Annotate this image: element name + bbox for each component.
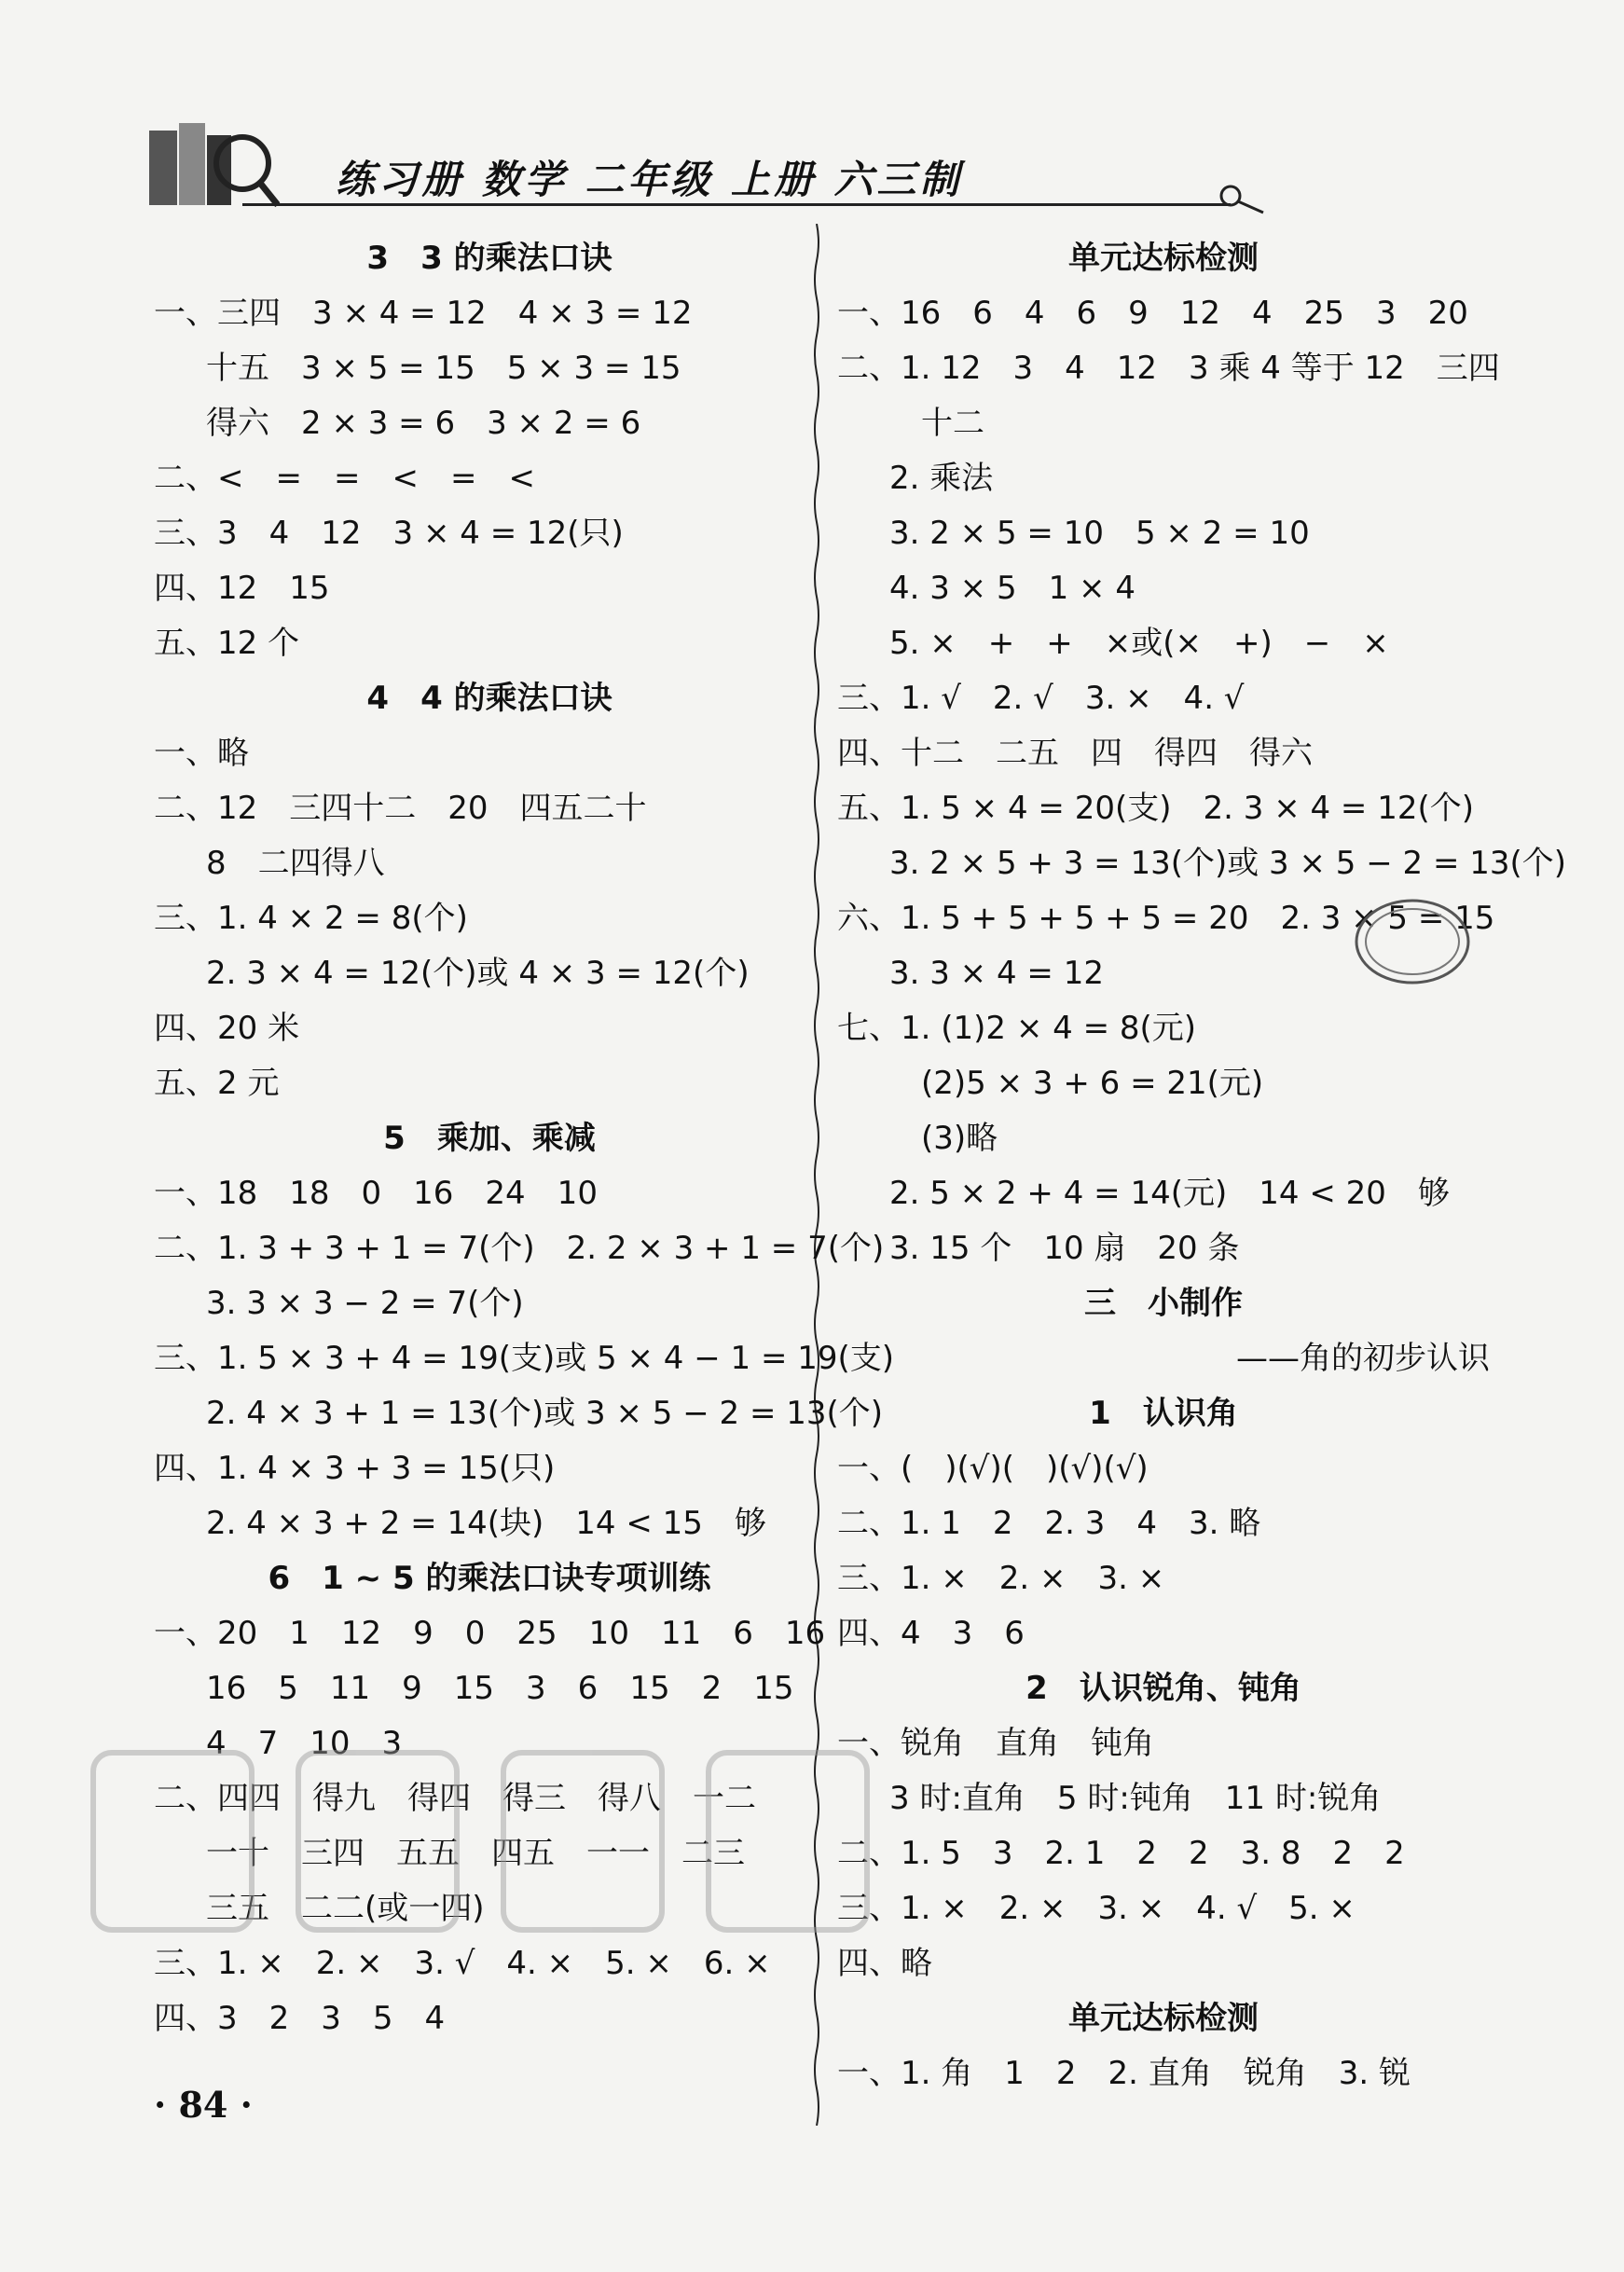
answer-line: 一十 三四 五五 四五 一一 二三 xyxy=(206,1835,745,1872)
answer-line: 2. 5 × 2 + 4 = 14(元) 14 < 20 够 xyxy=(889,1175,1450,1212)
answer-line: 一、( )(√)( )(√)(√) xyxy=(837,1450,1149,1487)
answer-line: 一、略 xyxy=(154,735,249,772)
answer-line: 五、12 个 xyxy=(154,625,300,662)
answer-line: 四、12 15 xyxy=(154,570,330,607)
answer-line: 二、1. 12 3 4 12 3 乘 4 等于 12 三四 xyxy=(837,350,1500,387)
answer-line: 一、三四 3 × 4 = 12 4 × 3 = 12 xyxy=(154,295,693,332)
answer-line: 4. 3 × 5 1 × 4 xyxy=(889,570,1135,607)
section-heading: 6 1 ~ 5 的乘法口诀专项训练 xyxy=(268,1560,711,1597)
answer-line: 六、1. 5 + 5 + 5 + 5 = 20 2. 3 × 5 = 15 xyxy=(837,900,1495,937)
answer-line: 四、4 3 6 xyxy=(837,1615,1025,1652)
answer-line: 2. 乘法 xyxy=(889,460,994,497)
answer-line: 四、十二 二五 四 得四 得六 xyxy=(837,735,1313,772)
section-heading: 2 认识锐角、钝角 xyxy=(1025,1670,1301,1707)
answer-line: 3 时:直角 5 时:钝角 11 时:锐角 xyxy=(889,1780,1382,1817)
answer-line: 五、2 元 xyxy=(154,1065,280,1102)
answer-line: 四、略 xyxy=(837,1945,932,1982)
answer-line: 二、1. 1 2 2. 3 4 3. 略 xyxy=(837,1505,1261,1542)
answer-line: 2. 3 × 4 = 12(个)或 4 × 3 = 12(个) xyxy=(206,955,750,992)
answer-line: 三、1. 5 × 3 + 4 = 19(支)或 5 × 4 − 1 = 19(支) xyxy=(154,1340,895,1377)
answer-line: 二、四四 得九 得四 得三 得八 一二 xyxy=(154,1780,756,1817)
answer-line: 一、18 18 0 16 24 10 xyxy=(154,1175,598,1212)
answer-line: 一、锐角 直角 钝角 xyxy=(837,1725,1154,1762)
answer-line: 二、1. 5 3 2. 1 2 2 3. 8 2 2 xyxy=(837,1835,1405,1872)
answer-line: 二、< = = < = < xyxy=(154,460,535,497)
section-heading: 三 小制作 xyxy=(1084,1285,1243,1322)
answer-line: 一、16 6 4 6 9 12 4 25 3 20 xyxy=(837,295,1468,332)
header-title: 练习册 数学 二年级 上册 六三制 xyxy=(336,157,963,202)
page-number: · 84 · xyxy=(154,2084,253,2126)
answer-line: (3)略 xyxy=(921,1120,998,1157)
section-heading: 单元达标检测 xyxy=(1068,2000,1259,2037)
section-heading: 单元达标检测 xyxy=(1068,240,1259,277)
header-rule xyxy=(242,203,1231,206)
page-header xyxy=(0,0,1624,224)
section-heading: 4 4 的乘法口诀 xyxy=(366,680,612,717)
answer-line: 十二 xyxy=(921,405,984,442)
answer-line: 七、1. (1)2 × 4 = 8(元) xyxy=(837,1010,1197,1047)
answer-line: 三、3 4 12 3 × 4 = 12(只) xyxy=(154,515,624,552)
right-column xyxy=(837,231,1567,2101)
answer-line: 一、20 1 12 9 0 25 10 11 6 16 xyxy=(154,1615,826,1652)
answer-line: 4 7 10 3 xyxy=(206,1725,403,1762)
section-heading: 1 认识角 xyxy=(1089,1395,1238,1432)
answer-line: 四、3 2 3 5 4 xyxy=(154,2000,446,2037)
answer-line: 三、1. 4 × 2 = 8(个) xyxy=(154,900,468,937)
answer-line: 三、1. × 2. × 3. √ 4. × 5. × 6. × xyxy=(154,1945,771,1982)
answer-line: 三、1. × 2. × 3. × xyxy=(837,1560,1165,1597)
answer-line: 得六 2 × 3 = 6 3 × 2 = 6 xyxy=(206,405,641,442)
answer-line: 三五 二二(或一四) xyxy=(206,1890,485,1927)
answer-line: 三、1. √ 2. √ 3. × 4. √ xyxy=(837,680,1245,717)
answer-line: 二、12 三四十二 20 四五二十 xyxy=(154,790,647,827)
section-heading: 3 3 的乘法口诀 xyxy=(366,240,612,277)
answer-line: 2. 4 × 3 + 2 = 14(块) 14 < 15 够 xyxy=(206,1505,766,1542)
answer-line: 三、1. × 2. × 3. × 4. √ 5. × xyxy=(837,1890,1356,1927)
answer-line: 3. 3 × 4 = 12 xyxy=(889,955,1104,992)
answer-line: 3. 2 × 5 + 3 = 13(个)或 3 × 5 − 2 = 13(个) xyxy=(889,845,1567,882)
answer-line: 四、20 米 xyxy=(154,1010,300,1047)
answer-line: 3. 3 × 3 − 2 = 7(个) xyxy=(206,1285,524,1322)
answer-line: 3. 15 个 10 扇 20 条 xyxy=(889,1230,1240,1267)
watermark xyxy=(75,1725,914,1958)
answer-line: (2)5 × 3 + 6 = 21(元) xyxy=(921,1065,1264,1102)
answer-line: 2. 4 × 3 + 1 = 13(个)或 3 × 5 − 2 = 13(个) xyxy=(206,1395,884,1432)
books-magnifier-icon xyxy=(140,112,280,214)
magnifier-icon xyxy=(1212,177,1268,214)
answer-line: 二、1. 3 + 3 + 1 = 7(个) 2. 2 × 3 + 1 = 7(个) xyxy=(154,1230,885,1267)
answer-line: 十五 3 × 5 = 15 5 × 3 = 15 xyxy=(206,350,681,387)
answer-line: 16 5 11 9 15 3 6 15 2 15 xyxy=(206,1670,794,1707)
stamp-logo xyxy=(1352,895,1473,988)
answer-line: 5. × + + ×或(× +) − × xyxy=(889,625,1389,662)
section-heading: 5 乘加、乘减 xyxy=(383,1120,596,1157)
answer-line: 一、1. 角 1 2 2. 直角 锐角 3. 锐 xyxy=(837,2055,1411,2092)
answer-line: 四、1. 4 × 3 + 3 = 15(只) xyxy=(154,1450,556,1487)
answer-line: 8 二四得八 xyxy=(206,845,385,882)
answer-line: 3. 2 × 5 = 10 5 × 2 = 10 xyxy=(889,515,1310,552)
section-subheading: ——角的初步认识 xyxy=(1236,1340,1490,1377)
answer-line: 五、1. 5 × 4 = 20(支) 2. 3 × 4 = 12(个) xyxy=(837,790,1475,827)
